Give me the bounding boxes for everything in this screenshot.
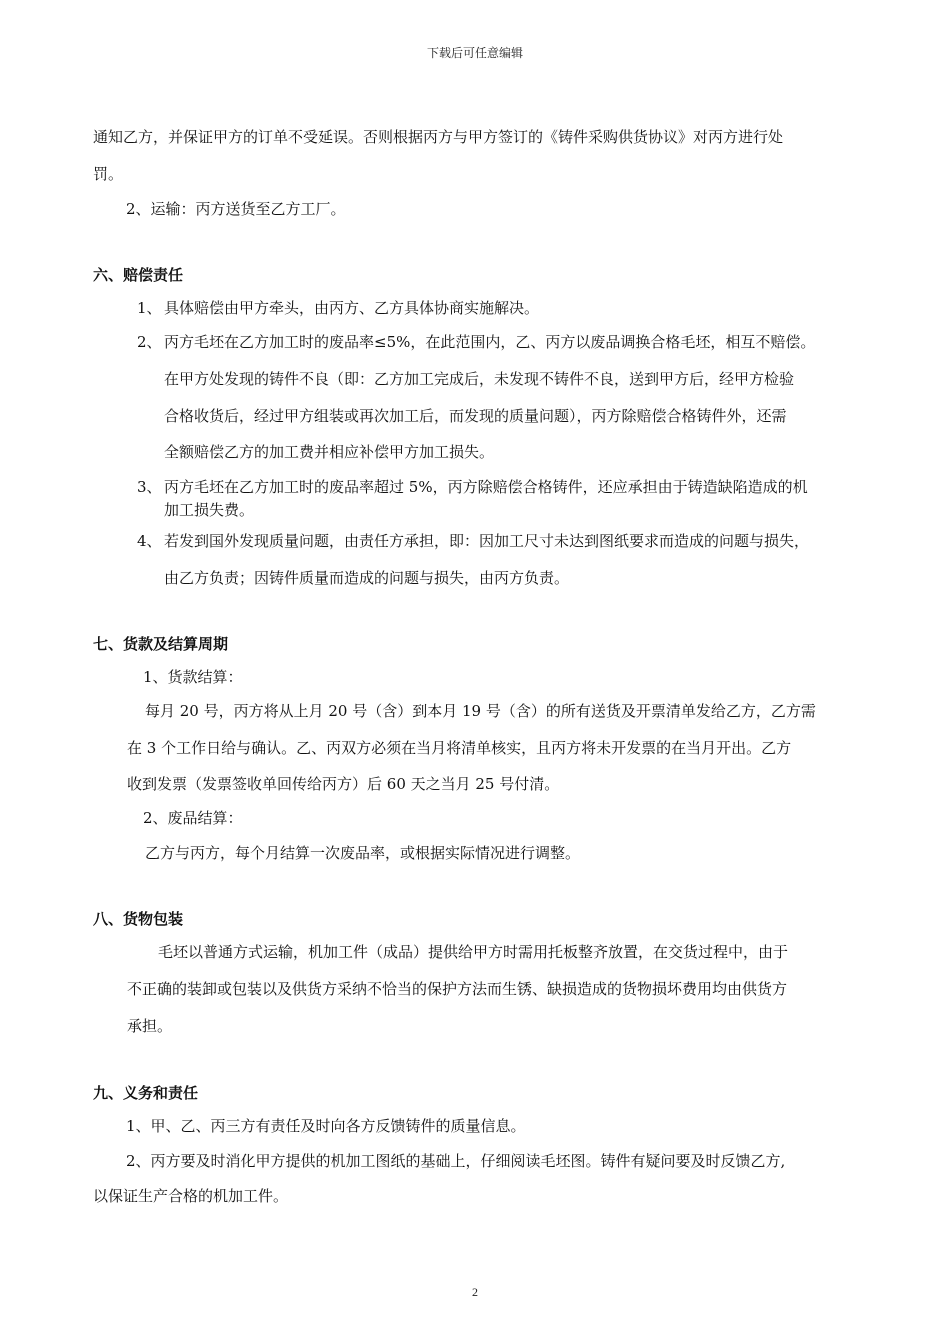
list-item-number: 1、 xyxy=(137,299,162,317)
list-item-number: 3、 xyxy=(137,478,162,496)
list-item-text: 由乙方负责；因铸件质量而造成的问题与损失，由丙方负责。 xyxy=(164,569,570,587)
paragraph-line: 通知乙方，并保证甲方的订单不受延误。否则根据丙方与甲方签订的《铸件采购供货协议》对丙方进行处 xyxy=(93,128,784,146)
paragraph-line: 1、甲、乙、丙三方有责任及时向各方反馈铸件的质量信息。 xyxy=(126,1117,526,1135)
list-item-text: 具体赔偿由甲方牵头，由丙方、乙方具体协商实施解决。 xyxy=(164,299,540,317)
paragraph-line: 承担。 xyxy=(127,1017,173,1035)
list-item-text: 加工损失费。 xyxy=(164,501,255,519)
paragraph-line: 收到发票（发票签收单回传给丙方）后 60 天之当月 25 号付清。 xyxy=(127,775,560,793)
subheading: 2、废品结算： xyxy=(143,809,243,827)
paragraph-line: 乙方与丙方，每个月结算一次废品率，或根据实际情况进行调整。 xyxy=(145,844,581,862)
paragraph-line: 罚。 xyxy=(93,165,124,183)
paragraph-line: 毛坯以普通方式运输，机加工件（成品）提供给甲方时需用托板整齐放置，在交货过程中，由于 xyxy=(158,943,789,961)
paragraph-line: 以保证生产合格的机加工件。 xyxy=(93,1187,289,1205)
list-item-text: 在甲方处发现的铸件不良（即：乙方加工完成后，未发现不铸件不良，送到甲方后，经甲方检验 xyxy=(164,370,795,388)
section-heading: 九、义务和责任 xyxy=(93,1084,199,1102)
list-item-text: 丙方毛坯在乙方加工时的废品率≤5%，在此范围内，乙、丙方以废品调换合格毛坯，相互不赔偿。 xyxy=(164,333,816,351)
section-heading: 六、赔偿责任 xyxy=(93,266,184,284)
list-item-number: 2、 xyxy=(137,333,162,351)
list-item-text: 若发到国外发现质量问题，由责任方承担，即：因加工尺寸未达到图纸要求而造成的问题与损失， xyxy=(164,532,810,550)
list-item-text: 合格收货后，经过甲方组装或再次加工后，而发现的质量问题），丙方除赔偿合格铸件外，还需 xyxy=(164,407,787,425)
list-item-text: 丙方毛坯在乙方加工时的废品率超过 5%，丙方除赔偿合格铸件，还应承担由于铸造缺陷造成的机 xyxy=(164,478,808,496)
paragraph-line: 每月 20 号，丙方将从上月 20 号（含）到本月 19 号（含）的所有送货及开票清单发给乙方，乙方需 xyxy=(145,702,816,720)
list-item-text: 全额赔偿乙方的加工费并相应补偿甲方加工损失。 xyxy=(164,443,495,461)
paragraph-line: 在 3 个工作日给与确认。乙、丙双方必须在当月将清单核实，且丙方将未开发票的在当月开出。乙方 xyxy=(127,739,792,757)
paragraph-line: 2、运输：丙方送货至乙方工厂。 xyxy=(126,200,346,218)
paragraph-line: 不正确的装卸或包装以及供货方采纳不恰当的保护方法而生锈、缺损造成的货物损坏费用均由供货方 xyxy=(127,980,788,998)
section-heading: 七、货款及结算周期 xyxy=(93,635,229,653)
paragraph-line: 2、丙方要及时消化甲方提供的机加工图纸的基础上，仔细阅读毛坯图。铸件有疑问要及时反馈乙方, xyxy=(126,1152,786,1170)
section-heading: 八、货物包装 xyxy=(93,910,184,928)
list-item-number: 4、 xyxy=(137,532,162,550)
page-number: 2 xyxy=(472,1285,478,1299)
page-header: 下载后可任意编辑 xyxy=(426,46,523,60)
subheading: 1、货款结算： xyxy=(143,668,243,686)
